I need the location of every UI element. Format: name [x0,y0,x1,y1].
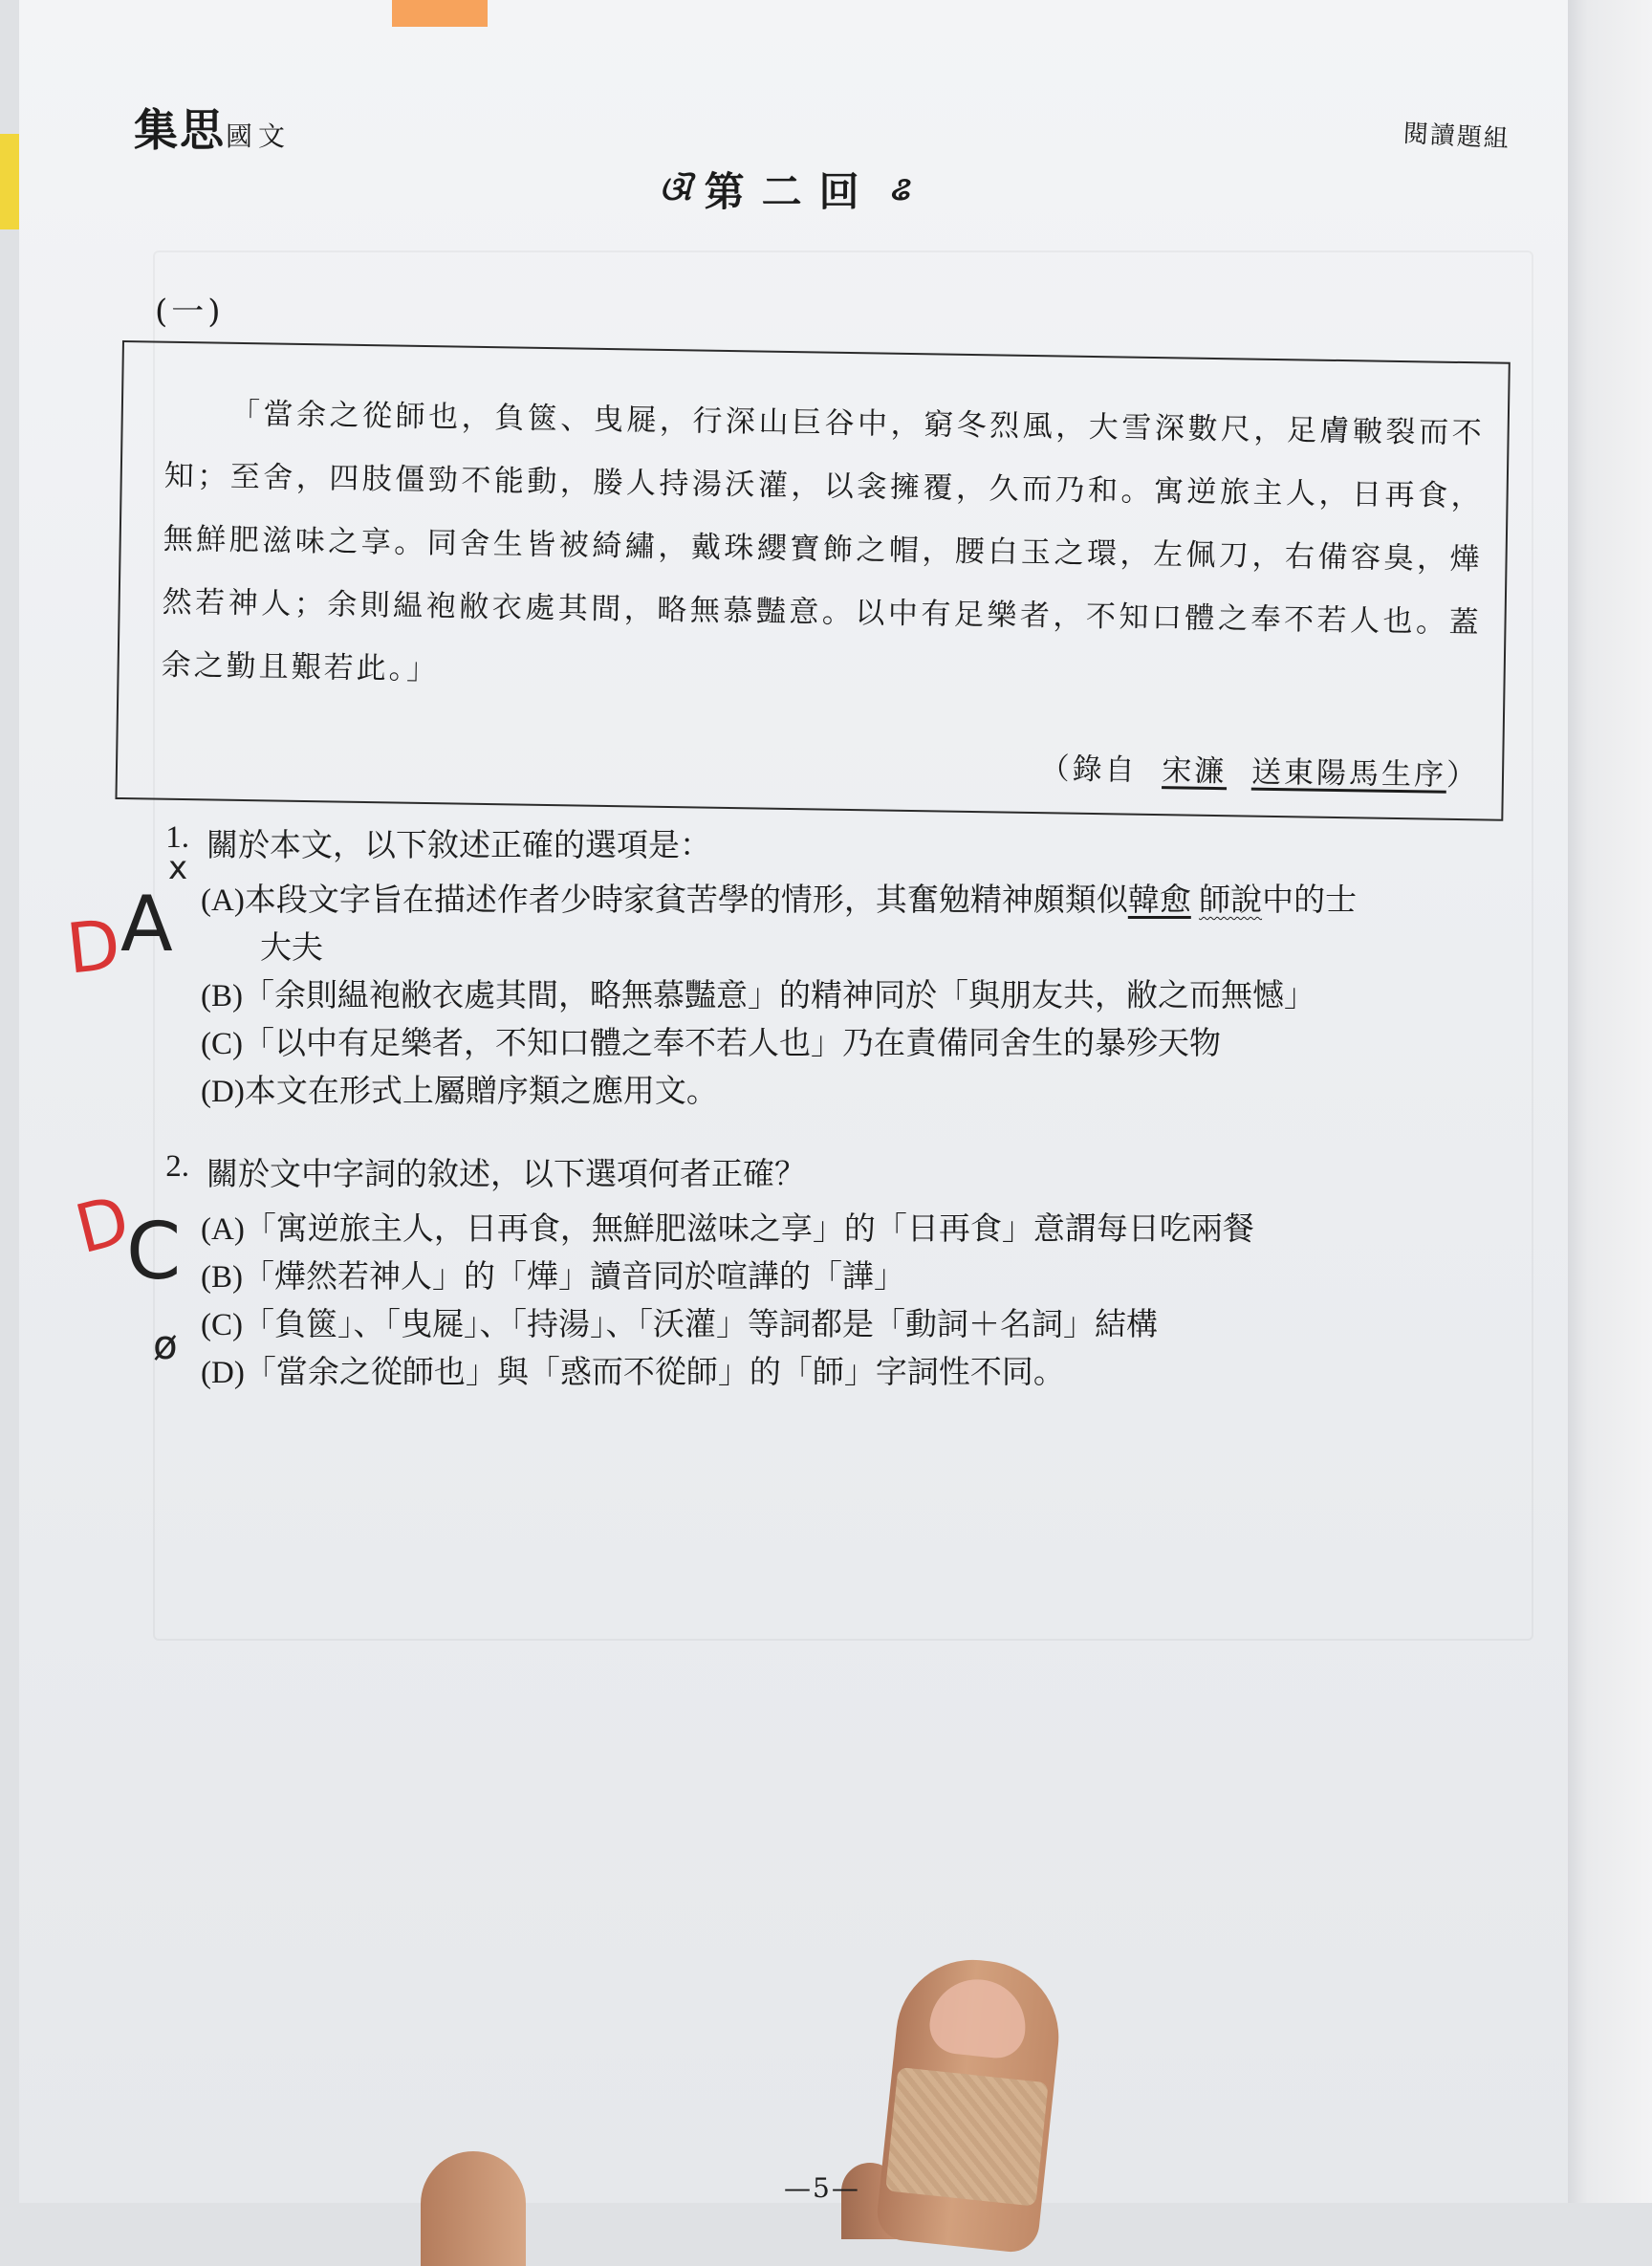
source-suffix: ） [1446,757,1480,794]
option-c: (C)「負篋」、「曳屣」、「持湯」、「沃灌」等詞都是「動詞＋名詞」結構 [201,1308,1158,1342]
passage-text: 「當余之從師也，負篋、曳屣，行深山巨谷中，窮冬烈風，大雪深數尺，足膚皸裂而不知；至舍，四肢僵勁不能動，媵人持湯沃灌，以衾擁覆，久而乃和。寓逆旅主人，日再食，無鮮肥滋味之享。同舍生皆被綺繡，戴珠纓寶飾之帽，腰白玉之環，左佩刀，右備容臭，燁然若神人；余則緼袍敝衣處其間，略無慕豔意。以中有足樂者，不知口體之奉不若人也。蓋余之勤且艱若此。」 [161,396,1485,687]
handwritten-correct-answer-q2: D [67,1180,138,1270]
page-number: —5— [784,2172,860,2204]
source-author: 宋濂 [1162,753,1228,790]
question-2 [153,1149,1511,1397]
question-1 [153,820,1511,1116]
question-text: 關於本文，以下敘述正確的選項是： [206,829,711,863]
ornament-right-icon: ଌ [889,170,910,208]
orange-sticky-note [392,0,488,27]
question-number: 2. [165,1149,189,1184]
logo-sub: 國文 [226,120,292,152]
option-list [201,1206,1511,1397]
title-text: 第二回 [704,168,877,215]
underlying-pages [1560,0,1652,2203]
finger-left [421,2151,526,2266]
option-d: (D)本文在形式上屬贈序類之應用文。 [201,1075,718,1109]
handwritten-answer-q1: A [120,880,173,969]
handwritten-answer-q2: C [126,1207,182,1297]
logo-main: 集思 [134,104,226,156]
source-work: 送東陽馬生序 [1250,754,1447,793]
bandage [885,2067,1049,2207]
option-c: (C)「以中有足樂者，不知口體之奉不若人也」乃在責備同舍生的暴殄天物 [201,1027,1221,1061]
option-a: (A)本段文字旨在描述作者少時家貧苦學的情形，其奮勉精神頗類似韓愈 師說中的士 大夫 [201,883,1358,966]
question-stem [153,1149,1511,1194]
option-a: (A)「寓逆旅主人，日再食，無鮮肥滋味之享」的「日再食」意謂每日吃兩餐 [201,1212,1254,1247]
passage-source [1039,744,1479,794]
yellow-tab [0,134,19,229]
source-prefix: （錄自 [1039,752,1138,788]
book-title: 師說 [1199,883,1263,918]
question-text: 關於文中字詞的敘述，以下選項何者正確？ [206,1158,806,1192]
option-d: (D)「當余之從師也」與「惑而不從師」的「師」字詞性不同。 [201,1356,1065,1390]
fingernail [927,1974,1031,2060]
publisher-logo [134,96,291,159]
section-label: (一) [155,293,225,331]
section-type-label: 閱讀題組 [1402,120,1511,154]
question-stem [153,820,1511,865]
handwritten-cross-mark: x [168,849,188,887]
handwritten-strike-mark: ø [153,1321,178,1368]
option-b: (B)「燁然若神人」的「燁」讀音同於喧譁的「譁」 [201,1260,905,1295]
option-list [201,877,1511,1116]
ornament-left-icon: ଔ [660,170,691,208]
option-b: (B)「余則緼袍敝衣處其間，略無慕豔意」的精神同於「與朋友共，敝之而無憾」 [201,979,1315,1013]
question-number: 1. [165,820,189,855]
page-title [660,161,909,218]
proper-name: 韓愈 [1127,883,1191,918]
passage-box [115,340,1510,821]
handwritten-correct-answer-q1: D [62,904,124,990]
